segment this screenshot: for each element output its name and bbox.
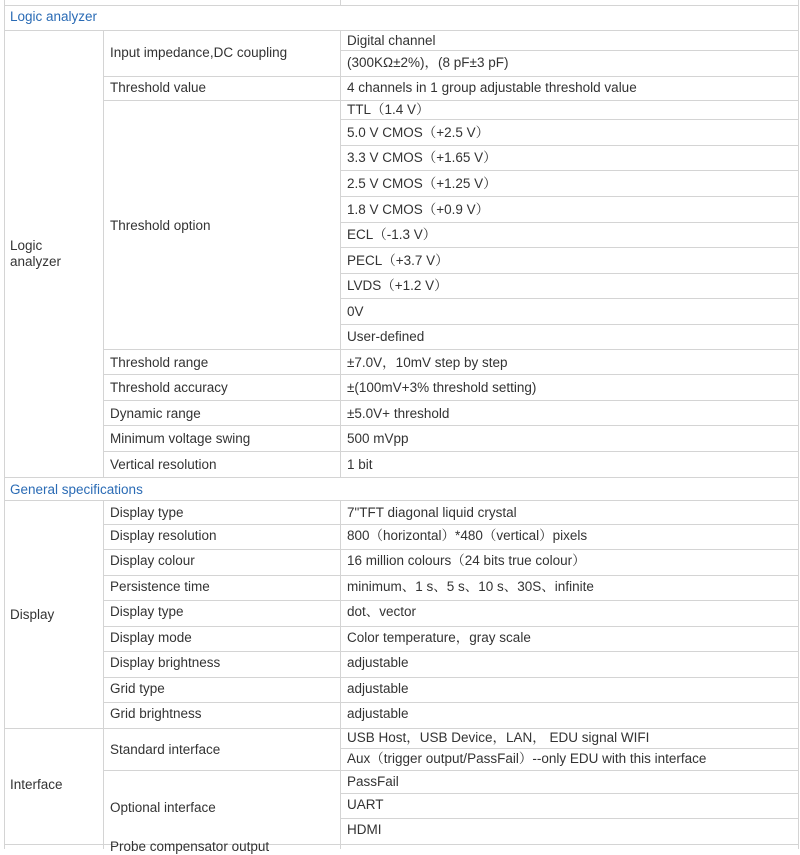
spec-label: Persistence time	[110, 579, 210, 594]
spec-value: Digital channel	[347, 33, 436, 48]
hline	[4, 5, 799, 6]
spec-value: 4 channels in 1 group adjustable threshold value	[347, 80, 637, 95]
section-header-logic-analyzer: Logic analyzer	[10, 9, 98, 24]
hline	[340, 170, 799, 171]
hline	[4, 30, 799, 31]
spec-value: PECL（+3.7 V）	[347, 253, 449, 268]
divider-col3	[340, 500, 341, 849]
spec-value: ±(100mV+3% threshold setting)	[347, 380, 537, 395]
spec-label: Display mode	[110, 630, 192, 645]
spec-value: 0V	[347, 304, 364, 319]
border-left	[4, 0, 5, 849]
spec-value: ±5.0V+ threshold	[347, 406, 450, 421]
spec-value: User-defined	[347, 329, 425, 344]
spec-value: 1 bit	[347, 457, 373, 472]
spec-label: Display brightness	[110, 655, 221, 670]
spec-label: Grid type	[110, 681, 165, 696]
spec-value: 3.3 V CMOS（+1.65 V）	[347, 150, 497, 165]
hline	[340, 50, 799, 51]
spec-value: LVDS（+1.2 V）	[347, 278, 448, 293]
spec-value: TTL（1.4 V）	[347, 102, 430, 117]
hline	[340, 196, 799, 197]
spec-value: ECL（-1.3 V）	[347, 227, 437, 242]
divider-col2	[103, 30, 104, 477]
spec-value: adjustable	[347, 706, 409, 721]
spec-value: 5.0 V CMOS（+2.5 V）	[347, 125, 490, 140]
hline	[340, 247, 799, 248]
spec-value: 2.5 V CMOS（+1.25 V）	[347, 176, 497, 191]
hline	[340, 748, 799, 749]
spec-value: 16 million colours（24 bits true colour）	[347, 553, 586, 568]
hline	[103, 651, 799, 652]
spec-label: Display type	[110, 505, 184, 520]
hline	[340, 222, 799, 223]
hline	[103, 425, 799, 426]
divider-col2	[103, 500, 104, 849]
hline	[103, 100, 799, 101]
hline	[103, 549, 799, 550]
hline	[103, 400, 799, 401]
spec-value: PassFail	[347, 774, 399, 789]
spec-value: ±7.0V，10mV step by step	[347, 355, 508, 370]
hline	[340, 273, 799, 274]
spec-label: Threshold option	[110, 218, 211, 233]
spec-label: Display resolution	[110, 528, 217, 543]
hline	[103, 702, 799, 703]
spec-label: Dynamic range	[110, 406, 201, 421]
hline	[103, 575, 799, 576]
group-label-logic-analyzer: Logic analyzer	[10, 238, 62, 269]
spec-value: (300KΩ±2%)，(8 pF±3 pF)	[347, 55, 509, 70]
spec-value: 800（horizontal）*480（vertical）pixels	[347, 528, 588, 543]
spec-label: Optional interface	[110, 800, 216, 815]
hline	[103, 451, 799, 452]
spec-label-clipped	[110, 839, 330, 854]
hline	[103, 770, 799, 771]
group-label-interface: Interface	[10, 777, 63, 792]
hline	[103, 374, 799, 375]
spec-value: Aux（trigger output/PassFail）--only EDU with this interface	[347, 751, 707, 766]
spec-value: 1.8 V CMOS（+0.9 V）	[347, 202, 490, 217]
hline	[340, 793, 799, 794]
hline	[340, 324, 799, 325]
spec-label: Input impedance,DC coupling	[110, 45, 288, 60]
section-header-general-specifications: General specifications	[10, 482, 143, 497]
spec-label: Minimum voltage swing	[110, 431, 251, 446]
spec-value: USB Host，USB Device，LAN， EDU signal WIFI	[347, 730, 650, 745]
spec-label: Standard interface	[110, 742, 221, 757]
group-label-display: Display	[10, 607, 55, 622]
hline	[340, 119, 799, 120]
spec-value: dot、vector	[347, 604, 417, 619]
hline	[340, 298, 799, 299]
spec-label: Threshold accuracy	[110, 380, 228, 395]
spec-value: minimum、1 s、5 s、10 s、30S、infinite	[347, 579, 594, 594]
spec-label: Threshold range	[110, 355, 209, 370]
hline	[103, 600, 799, 601]
hline	[103, 76, 799, 77]
spec-value: Color temperature，gray scale	[347, 630, 531, 645]
hline	[103, 524, 799, 525]
hline	[340, 818, 799, 819]
spec-label: Probe compensator output	[110, 839, 270, 854]
hline	[4, 477, 799, 478]
spec-label: Display colour	[110, 553, 195, 568]
hline	[340, 145, 799, 146]
spec-value: HDMI	[347, 822, 382, 837]
spec-label: Threshold value	[110, 80, 207, 95]
spec-value: UART	[347, 797, 384, 812]
hline	[4, 500, 799, 501]
hline	[103, 626, 799, 627]
spec-value: adjustable	[347, 681, 409, 696]
spec-value: 7"TFT diagonal liquid crystal	[347, 505, 517, 520]
divider-col3	[340, 30, 341, 477]
spec-value: adjustable	[347, 655, 409, 670]
spec-label: Vertical resolution	[110, 457, 217, 472]
spec-value: 500 mVpp	[347, 431, 409, 446]
hline	[103, 349, 799, 350]
hline	[4, 728, 799, 729]
hline	[103, 677, 799, 678]
spec-label: Display type	[110, 604, 184, 619]
spec-label: Grid brightness	[110, 706, 202, 721]
